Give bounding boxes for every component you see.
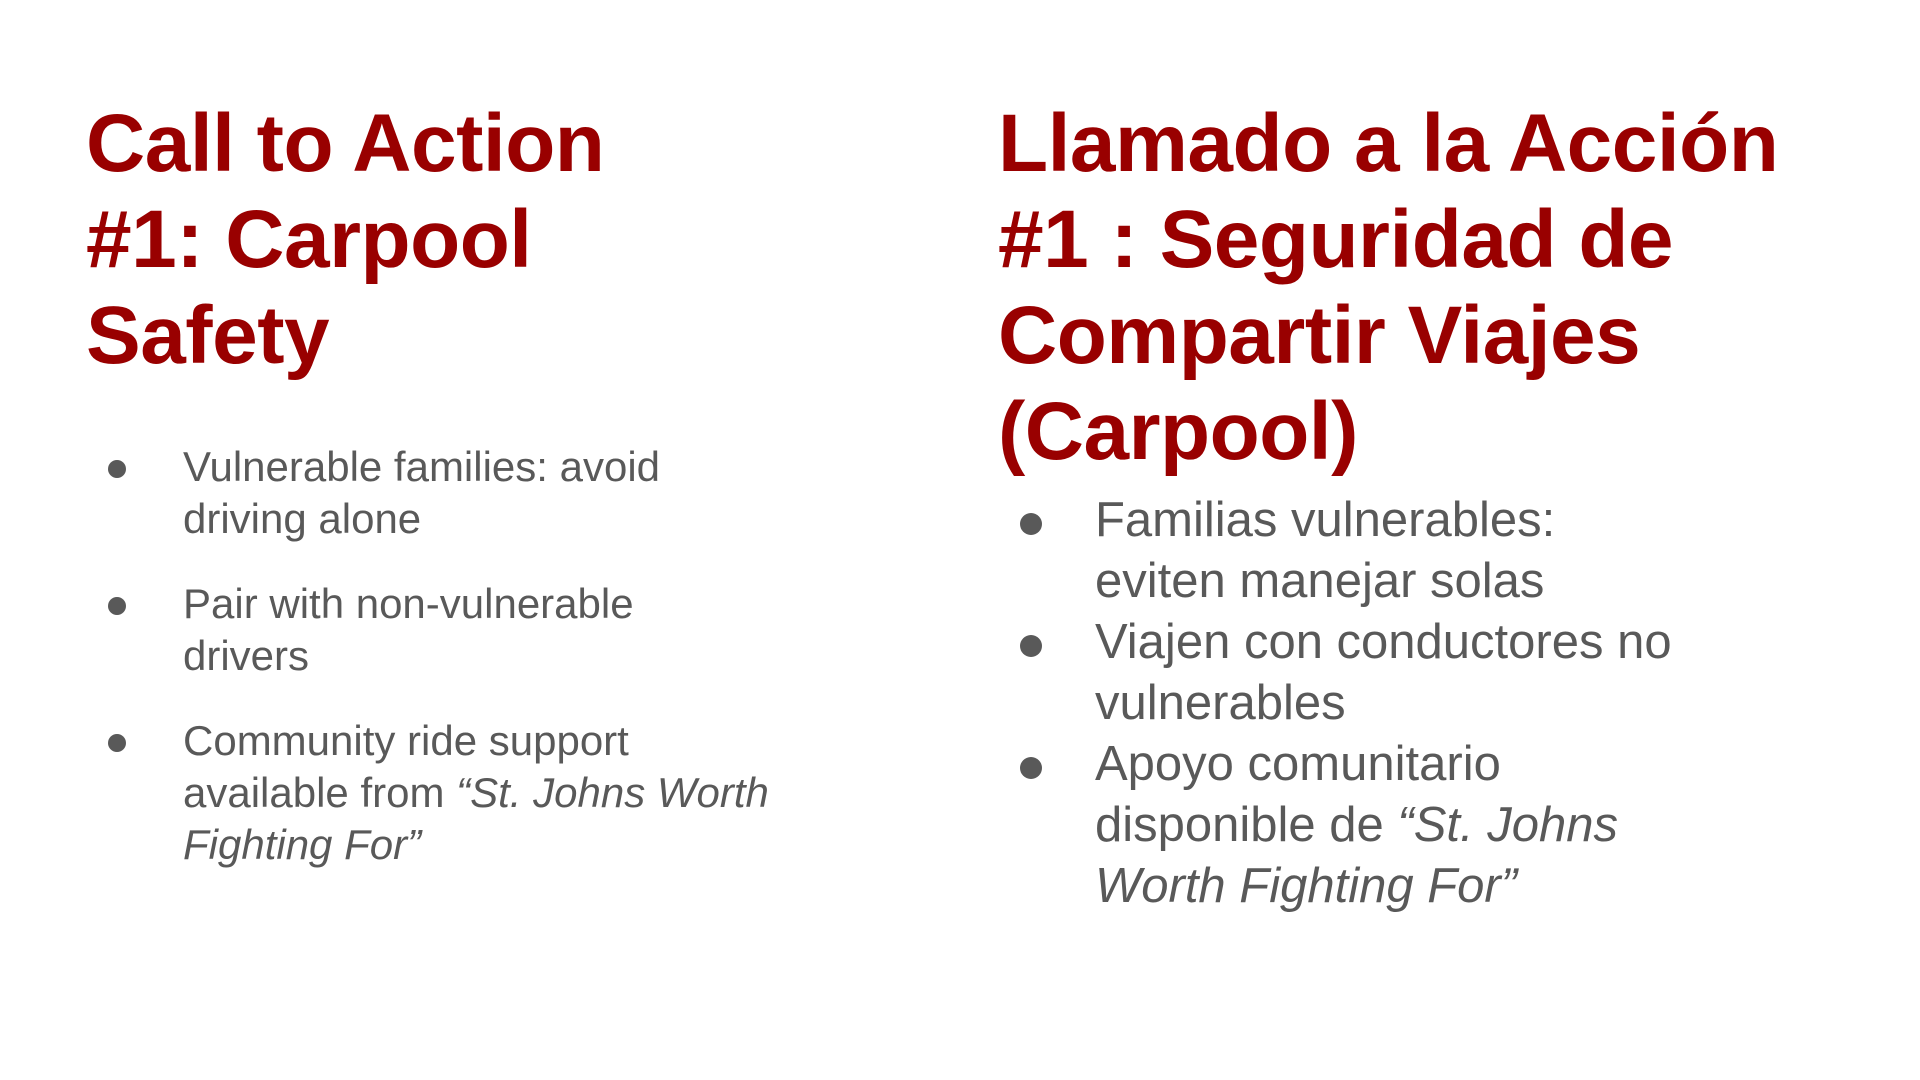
- spanish-title: [998, 96, 1778, 480]
- english-bullet-3-line-1: Community ride support: [183, 717, 629, 764]
- english-title-line-1: Call to Action: [86, 98, 605, 189]
- spanish-bullet-2: [998, 612, 1672, 734]
- english-bullet-1-line-2: driving alone: [183, 495, 422, 542]
- spanish-bullet-1-line-1: Familias vulnerables:: [1095, 493, 1556, 547]
- spanish-bullet-3-line-2: [1095, 795, 1672, 856]
- english-title-line-2: #1: Carpool: [86, 194, 532, 285]
- english-bullet-2-line-1: Pair with non-vulnerable: [183, 580, 634, 627]
- spanish-bullet-3: [998, 734, 1672, 917]
- english-bullet-3-line-3: Fighting For”: [183, 821, 422, 868]
- english-title-line-3: Safety: [86, 290, 330, 381]
- spanish-bullet-3-line-2-italic: “St. Johns: [1397, 798, 1619, 852]
- english-bullet-2-line-2: drivers: [183, 632, 310, 679]
- spanish-title-line-1: Llamado a la Acción: [998, 98, 1779, 189]
- spanish-title-line-2: #1 : Seguridad de: [998, 194, 1674, 285]
- spanish-bullet-2-line-2: vulnerables: [1095, 676, 1346, 730]
- spanish-bullet-3-line-3: Worth Fighting For”: [1095, 859, 1518, 913]
- spanish-bullet-3-line-2-plain: disponible de: [1095, 798, 1398, 852]
- spanish-bullet-list: [998, 490, 1672, 917]
- bullet-dot-icon: [1020, 635, 1042, 657]
- bullet-dot-icon: [1020, 513, 1042, 535]
- spanish-bullet-1: [998, 490, 1672, 612]
- english-bullet-3-line-2: [183, 767, 769, 819]
- spanish-bullet-2-line-1: Viajen con conductores no: [1095, 615, 1672, 669]
- english-bullet-3-line-2-plain: available from: [183, 769, 457, 816]
- bullet-dot-icon: [108, 734, 126, 752]
- spanish-title-line-3: Compartir Viajes: [998, 290, 1641, 381]
- english-bullet-3-line-2-italic: “St. Johns Worth: [456, 769, 769, 816]
- english-bullet-3: [86, 715, 769, 871]
- english-bullet-list: [86, 441, 769, 904]
- bullet-dot-icon: [108, 597, 126, 615]
- english-bullet-2: [86, 578, 769, 682]
- spanish-title-line-4: (Carpool): [998, 386, 1358, 477]
- spanish-bullet-1-line-2: eviten manejar solas: [1095, 554, 1545, 608]
- english-bullet-1-line-1: Vulnerable families: avoid: [183, 443, 661, 490]
- bullet-dot-icon: [108, 460, 126, 478]
- spanish-bullet-3-line-1: Apoyo comunitario: [1095, 737, 1501, 791]
- bullet-dot-icon: [1020, 757, 1042, 779]
- english-title: [86, 96, 604, 384]
- english-bullet-1: [86, 441, 769, 545]
